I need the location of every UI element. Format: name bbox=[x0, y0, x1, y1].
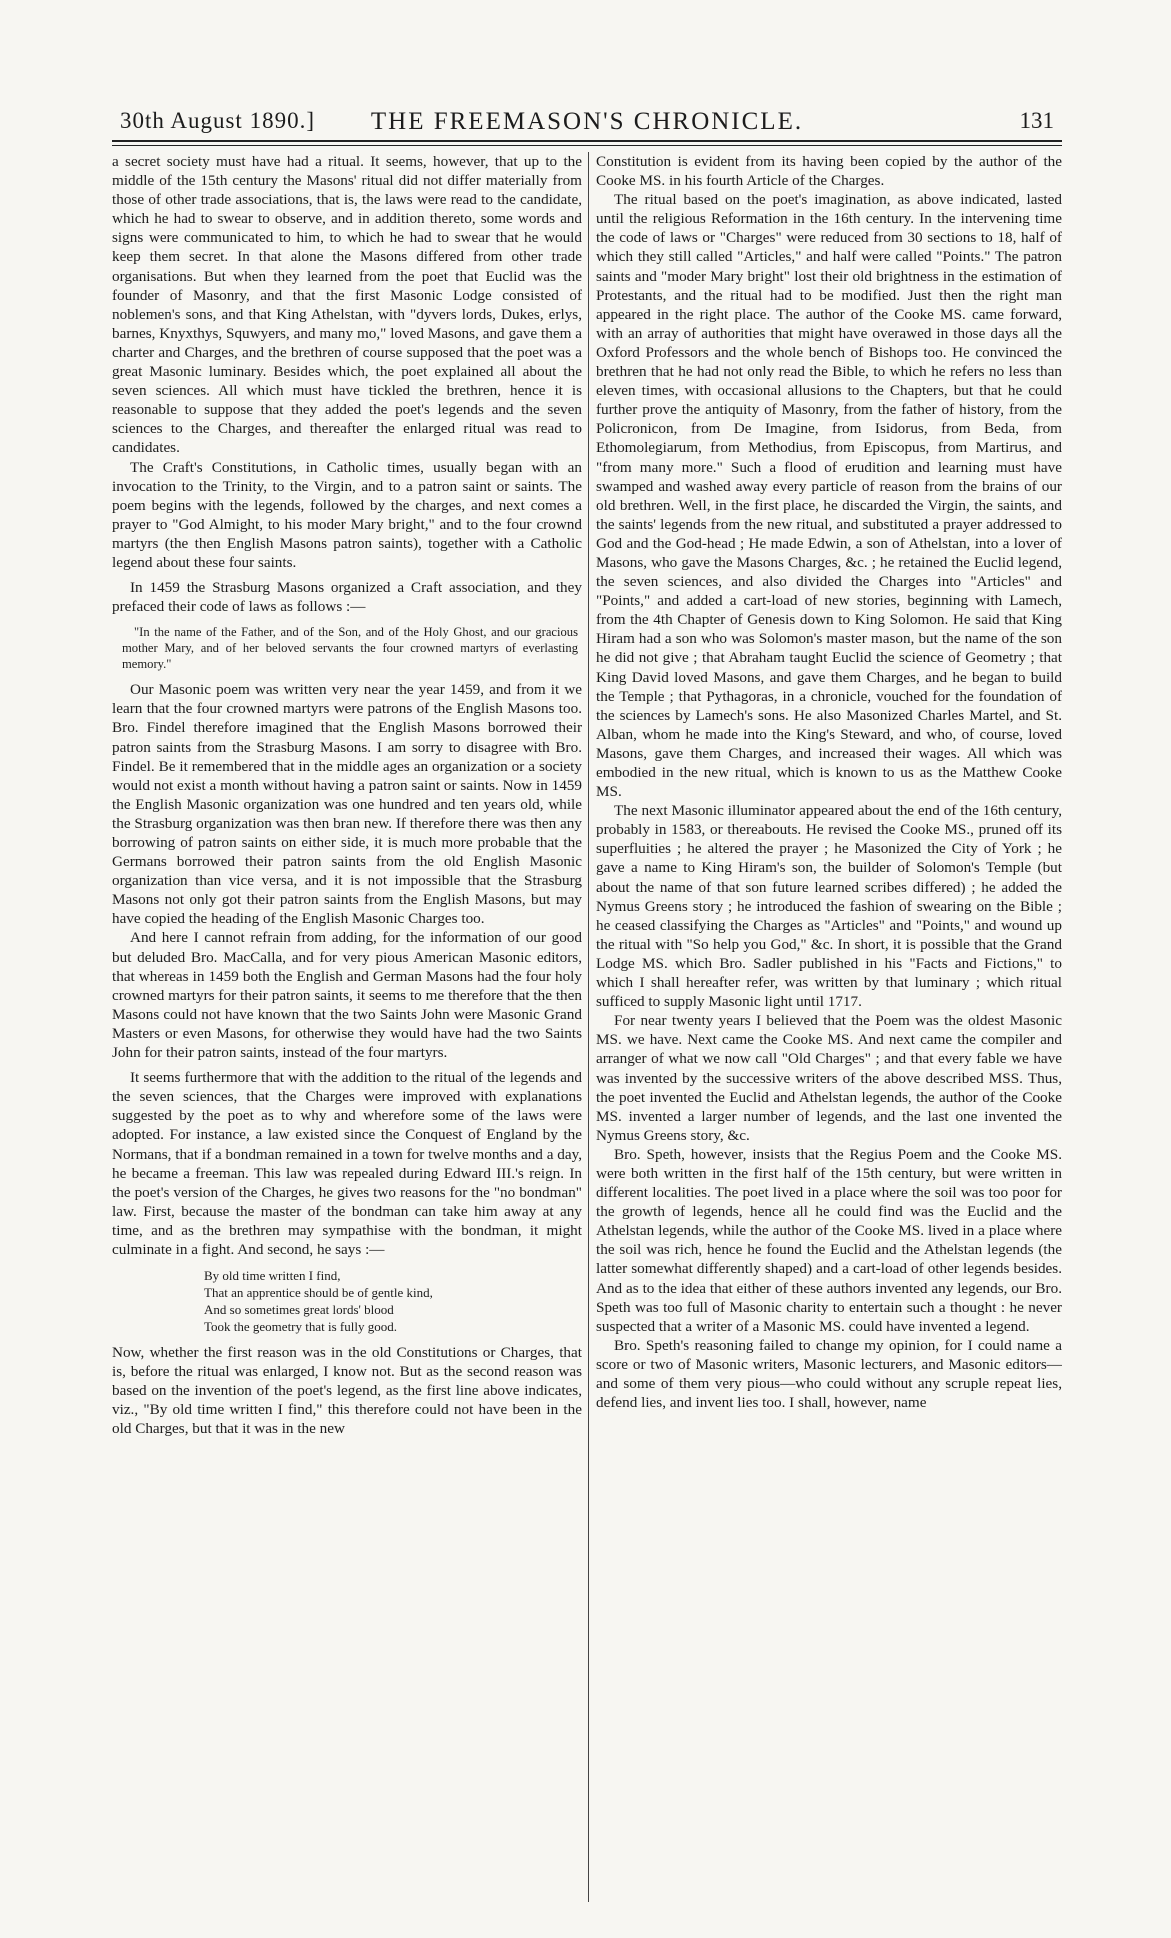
left-paragraph-1: a secret society must have had a ritual. It seems, however, that up to the middle of the 15th century the Masons' ritual did not differ materially from those of other trade associations, that is, the laws were read to the candidate, which he had to swear to observe, and in addition thereto, some words and signs were communicated to him, to which he had to swear that he would keep them secret. In that alone the Masons differed from other trade organisations. But when they learned from the poet that Euclid was the founder of Masonry, and that the first Masonic Lodge consisted of noblemen's sons, and that King Athelstan, with "dyvers lords, Dukes, erlys, barnes, Knyxthys, Squwyers, and many mo," loved Masons, and gave them a charter and Charges, and the brethren of course supposed that the poet was a great Masonic luminary. Besides which, the poet explained all about the seven sciences. All which must have tickled the brethren, hence it is reasonable to suppose that they added the poet's legends and the seven sciences to the Charges, and thereafter the enlarged ritual was read to candidates. bbox=[112, 153, 582, 457]
column-divider bbox=[588, 152, 589, 1902]
issue-date: 30th August 1890.] bbox=[120, 108, 315, 133]
left-paragraph-5: And here I cannot refrain from adding, for the information of our good but deluded Bro. MacCalla, and for very pious American Masonic editors, that whereas in 1459 both the English and German Masons had the four holy crowned martyrs for their patron saints, it seems to me therefore that the then Masons could not have known that the two Saints John were Masonic Grand Masters or even Masons, for otherwise they would have had the two Saints John for their patron saints, instead of the four martyrs. bbox=[112, 929, 582, 1062]
left-paragraph-3: In 1459 the Strasburg Masons organized a Craft association, and they prefaced their code of laws as follows :— bbox=[112, 579, 582, 616]
left-paragraph-4: Our Masonic poem was written very near the year 1459, and from it we learn that the four crowned martyrs were patrons of the English Masons too. Bro. Findel therefore imagined that the English Masons borrowed their patron saints from the Strasburg Masons. I am sorry to disagree with Bro. Findel. Be it remembered that in the middle ages an organization or a society would not exist a month without having a patron saint or saints. Now in 1459 the English Masonic organization was one hundred and ten years old, while the Strasburg organization was then bran new. If therefore there was then any borrowing of patron saints on either side, it is much more probable that the Germans borrowed their patron saints from the old English Masonic organization than vice versa, and it is not impossible that the Strasburg Masons not only got their patron saints from the English Masons, but may have copied the heading of the English Masonic Charges too. bbox=[112, 681, 582, 928]
header-rule-thin bbox=[112, 145, 1062, 146]
left-column bbox=[112, 152, 582, 1902]
verse-line: And so sometimes great lords' blood bbox=[204, 1302, 394, 1318]
right-paragraph-2: The ritual based on the poet's imagination, as above indicated, lasted until the religious Reformation in the 16th century. In the intervening time the code of laws or "Charges" were reduced from 30 sections to 18, half of which they still called "Articles," and half were called "Points." The patron saints and "moder Mary bright" lost their old brightness in the estimation of Protestants, and the ritual had to be modified. Just then the right man appeared in the right place. The author of the Cooke MS. came forward, with an array of authorities that might have overawed in those days all the Oxford Professors and the whole bench of Bishops too. He convinced the brethren that he had not only read the Bible, to which he refers no less than eleven times, with occasional allusions to the Chapters, but that he could further prove the antiquity of Masonry, from the father of history, from the Policronicon, from De Imagine, from Isidorus, from Beda, from Ethomolegiarum, from Methodius, from Episcopus, from Martirus, and "from many more." Such a flood of erudition and learning must have swamped and washed away every particle of reason from the brains of our old brethren. Well, in the first place, he discarded the Virgin, the saints, and the saints' legends from the new ritual, and substituted a prayer addressed to God and the God-head ; He made Edwin, a son of Athelstan, into a lover of Masons, who gave the Masons Charges, &c. ; he retained the Euclid legend, the seven sciences, and also divided the Charges into "Articles" and "Points," and added a cart-load of new stories, beginning with Lamech, from the 4th Chapter of Genesis down to King Solomon. He said that King Hiram had a son who was Solomon's master mason, but the name of the son he did not give ; that Abraham taught Euclid the science of Geometry ; that King David loved Masons, and gave them Charges, and he began to build the Temple ; that Pythagoras, in a chronicle, vouched for the foundation of the sciences by Lamech's sons. He also Masonized Charles Martel, and St. Alban, whom he made into the King's Steward, and who, of course, loved Masons, gave them Charges, and increased their wages. All which was embodied in the new ritual, which is known to us as the Matthew Cooke MS. bbox=[596, 191, 1062, 801]
masthead-title: THE FREEMASON'S CHRONICLE. bbox=[370, 108, 804, 135]
poem-verse bbox=[204, 1267, 582, 1335]
left-paragraph-6: It seems furthermore that with the addition to the ritual of the legends and the seven sciences, that the Charges were improved with explanations suggested by the poet as to why and wherefore some of the laws were adopted. For instance, a law existed since the Conquest of England by the Normans, that if a bondman remained in a town for twelve months and a day, he became a freeman. This law was repealed during Edward III.'s reign. In the poet's version of the Charges, he gives two reasons for the "no bondman" law. First, because the master of the bondman can take him away at any time, and as the brethren may sympathise with the bondman, it might culminate in a fight. And second, he says :— bbox=[112, 1069, 582, 1258]
verse-line: That an apprentice should be of gentle kind, bbox=[204, 1285, 433, 1301]
left-paragraph-7: Now, whether the first reason was in the old Constitutions or Charges, that is, before the ritual was enlarged, I know not. But as the second reason was based on the invention of the poet's legend, as the first line above indicates, viz., "By old time written I find," this therefore could not have been in the old Charges, but that it was in the new bbox=[112, 1344, 582, 1438]
right-paragraph-5: Bro. Speth, however, insists that the Regius Poem and the Cooke MS. were both written in the first half of the 15th century, but were written in different localities. The poet lived in a place where the soil was too poor for the growth of legends, hence all he could find was the Euclid and the Athelstan legends, while the author of the Cooke MS. lived in a place where the soil was rich, hence he found the Euclid and the Athelstan legends (the latter somewhat differently shaped) and a cart-load of other legends besides. And as to the idea that either of these authors invented any legends, our Bro. Speth was too full of Masonic charity to entertain such a thought : he never suspected that a writer of a Masonic MS. could have invented a legend. bbox=[596, 1145, 1062, 1335]
page-header bbox=[112, 104, 1062, 140]
strasburg-quote: "In the name of the Father, and of the Son, and of the Holy Ghost, and our gracious mother Mary, and of her beloved servants the four crowned martyrs of everlasting memory." bbox=[122, 625, 578, 672]
header-rule-thick bbox=[112, 140, 1062, 142]
right-paragraph-3: The next Masonic illuminator appeared about the end of the 16th century, probably in 1583, or thereabouts. He revised the Cooke MS., pruned off its superfluities ; he altered the prayer ; he Masonized the City of York ; he gave a name to King Hiram's son, the builder of Solomon's Temple (but about the name of that son future learned scribes differed) ; he added the Nymus Greens story ; he introduced the fashion of swearing on the Bible ; he ceased classifying the Charges as "Articles" and "Points," and wound up the ritual with "So help you God," &c. In short, it is possible that the Grand Lodge MS. which Bro. Sadler published in his "Facts and Fictions," to which I shall hereafter refer, was written by that luminary ; which ritual sufficed to supply Masonic light until 1717. bbox=[596, 802, 1062, 1011]
page-number: 131 bbox=[1019, 108, 1054, 133]
left-paragraph-2: The Craft's Constitutions, in Catholic times, usually began with an invocation to the Trinity, to the Virgin, and to a patron saint or saints. The poem begins with the legends, followed by the charges, and next comes a prayer to "God Almight, to his moder Mary bright," and to the four crownd martyrs (the then English Masons patron saints), together with a Catholic legend about these four saints. bbox=[112, 458, 582, 571]
verse-line: Took the geometry that is fully good. bbox=[204, 1319, 397, 1335]
verse-line: By old time written I find, bbox=[204, 1268, 341, 1284]
right-paragraph-4: For near twenty years I believed that the Poem was the oldest Masonic MS. we have. Next came the Cooke MS. And next came the compiler and arranger of what we now call "Old Charges" ; and that every fable we have was invented by the successive writers of the above described MSS. Thus, the poet invented the Euclid and Athelstan legends, the author of the Cooke MS. invented a larger number of legends, and the last one invented the Nymus Greens story, &c. bbox=[596, 1012, 1062, 1144]
right-column bbox=[596, 152, 1062, 1902]
right-paragraph-6: Bro. Speth's reasoning failed to change my opinion, for I could name a score or two of Masonic writers, Masonic lecturers, and Masonic editors—and some of them very pious—who could without any scruple repeat lies, defend lies, and invent lies too. I shall, however, name bbox=[596, 1336, 1062, 1412]
right-paragraph-1: Constitution is evident from its having been copied by the author of the Cooke MS. in his fourth Article of the Charges. bbox=[596, 153, 1062, 190]
